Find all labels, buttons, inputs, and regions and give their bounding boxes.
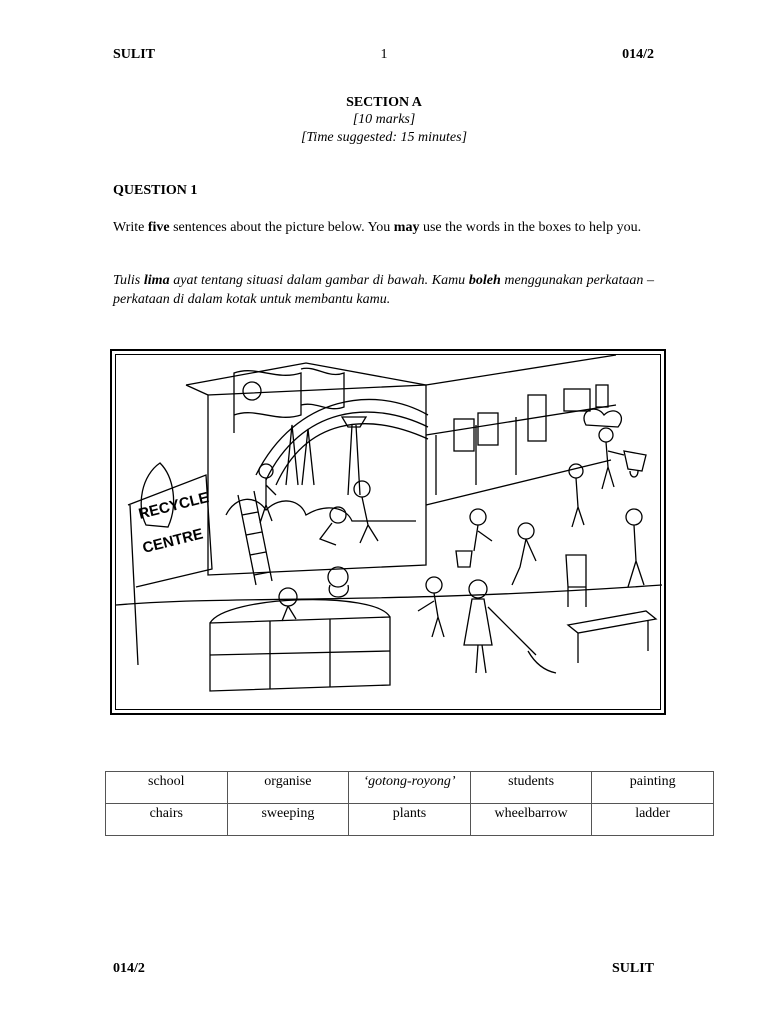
header-paper-code: 014/2 xyxy=(622,47,654,62)
word-cell: plants xyxy=(349,804,471,836)
word-cell: sweeping xyxy=(227,804,349,836)
section-title: SECTION A xyxy=(346,95,422,110)
centre-sign-text: CENTRE xyxy=(140,525,205,557)
section-marks: [10 marks] xyxy=(352,112,416,127)
word-cell: organise xyxy=(227,772,349,804)
footer-paper-code: 014/2 xyxy=(113,961,145,976)
word-cell: ladder xyxy=(592,804,714,836)
word-cell: painting xyxy=(592,772,714,804)
question-title: QUESTION 1 xyxy=(113,183,198,198)
recycle-sign-text: RECYCLE xyxy=(136,489,211,523)
word-cell: school xyxy=(106,772,228,804)
table-row xyxy=(106,772,714,804)
word-cell: wheelbarrow xyxy=(470,804,592,836)
section-time: [Time suggested: 15 minutes] xyxy=(300,130,468,145)
word-cell: ‘gotong-royong’ xyxy=(349,772,471,804)
illustration-frame xyxy=(110,349,666,715)
word-cell: chairs xyxy=(106,804,228,836)
footer-right: SULIT xyxy=(611,961,654,976)
page-number: 1 xyxy=(380,47,388,62)
gotong-royong-illustration xyxy=(116,355,662,711)
table-row xyxy=(106,804,714,836)
instruction-malay: Tulis lima ayat tentang situasi dalam gambar di bawah. Kamu boleh menggunakan perkataan –perkataan di dalam kotak untuk membantu kamu. xyxy=(113,273,654,307)
instruction-english: Write five sentences about the picture below. You may use the words in the boxes to help you. xyxy=(113,220,642,235)
word-box-table xyxy=(105,771,714,836)
word-cell: students xyxy=(470,772,592,804)
header-left: SULIT xyxy=(113,47,156,62)
